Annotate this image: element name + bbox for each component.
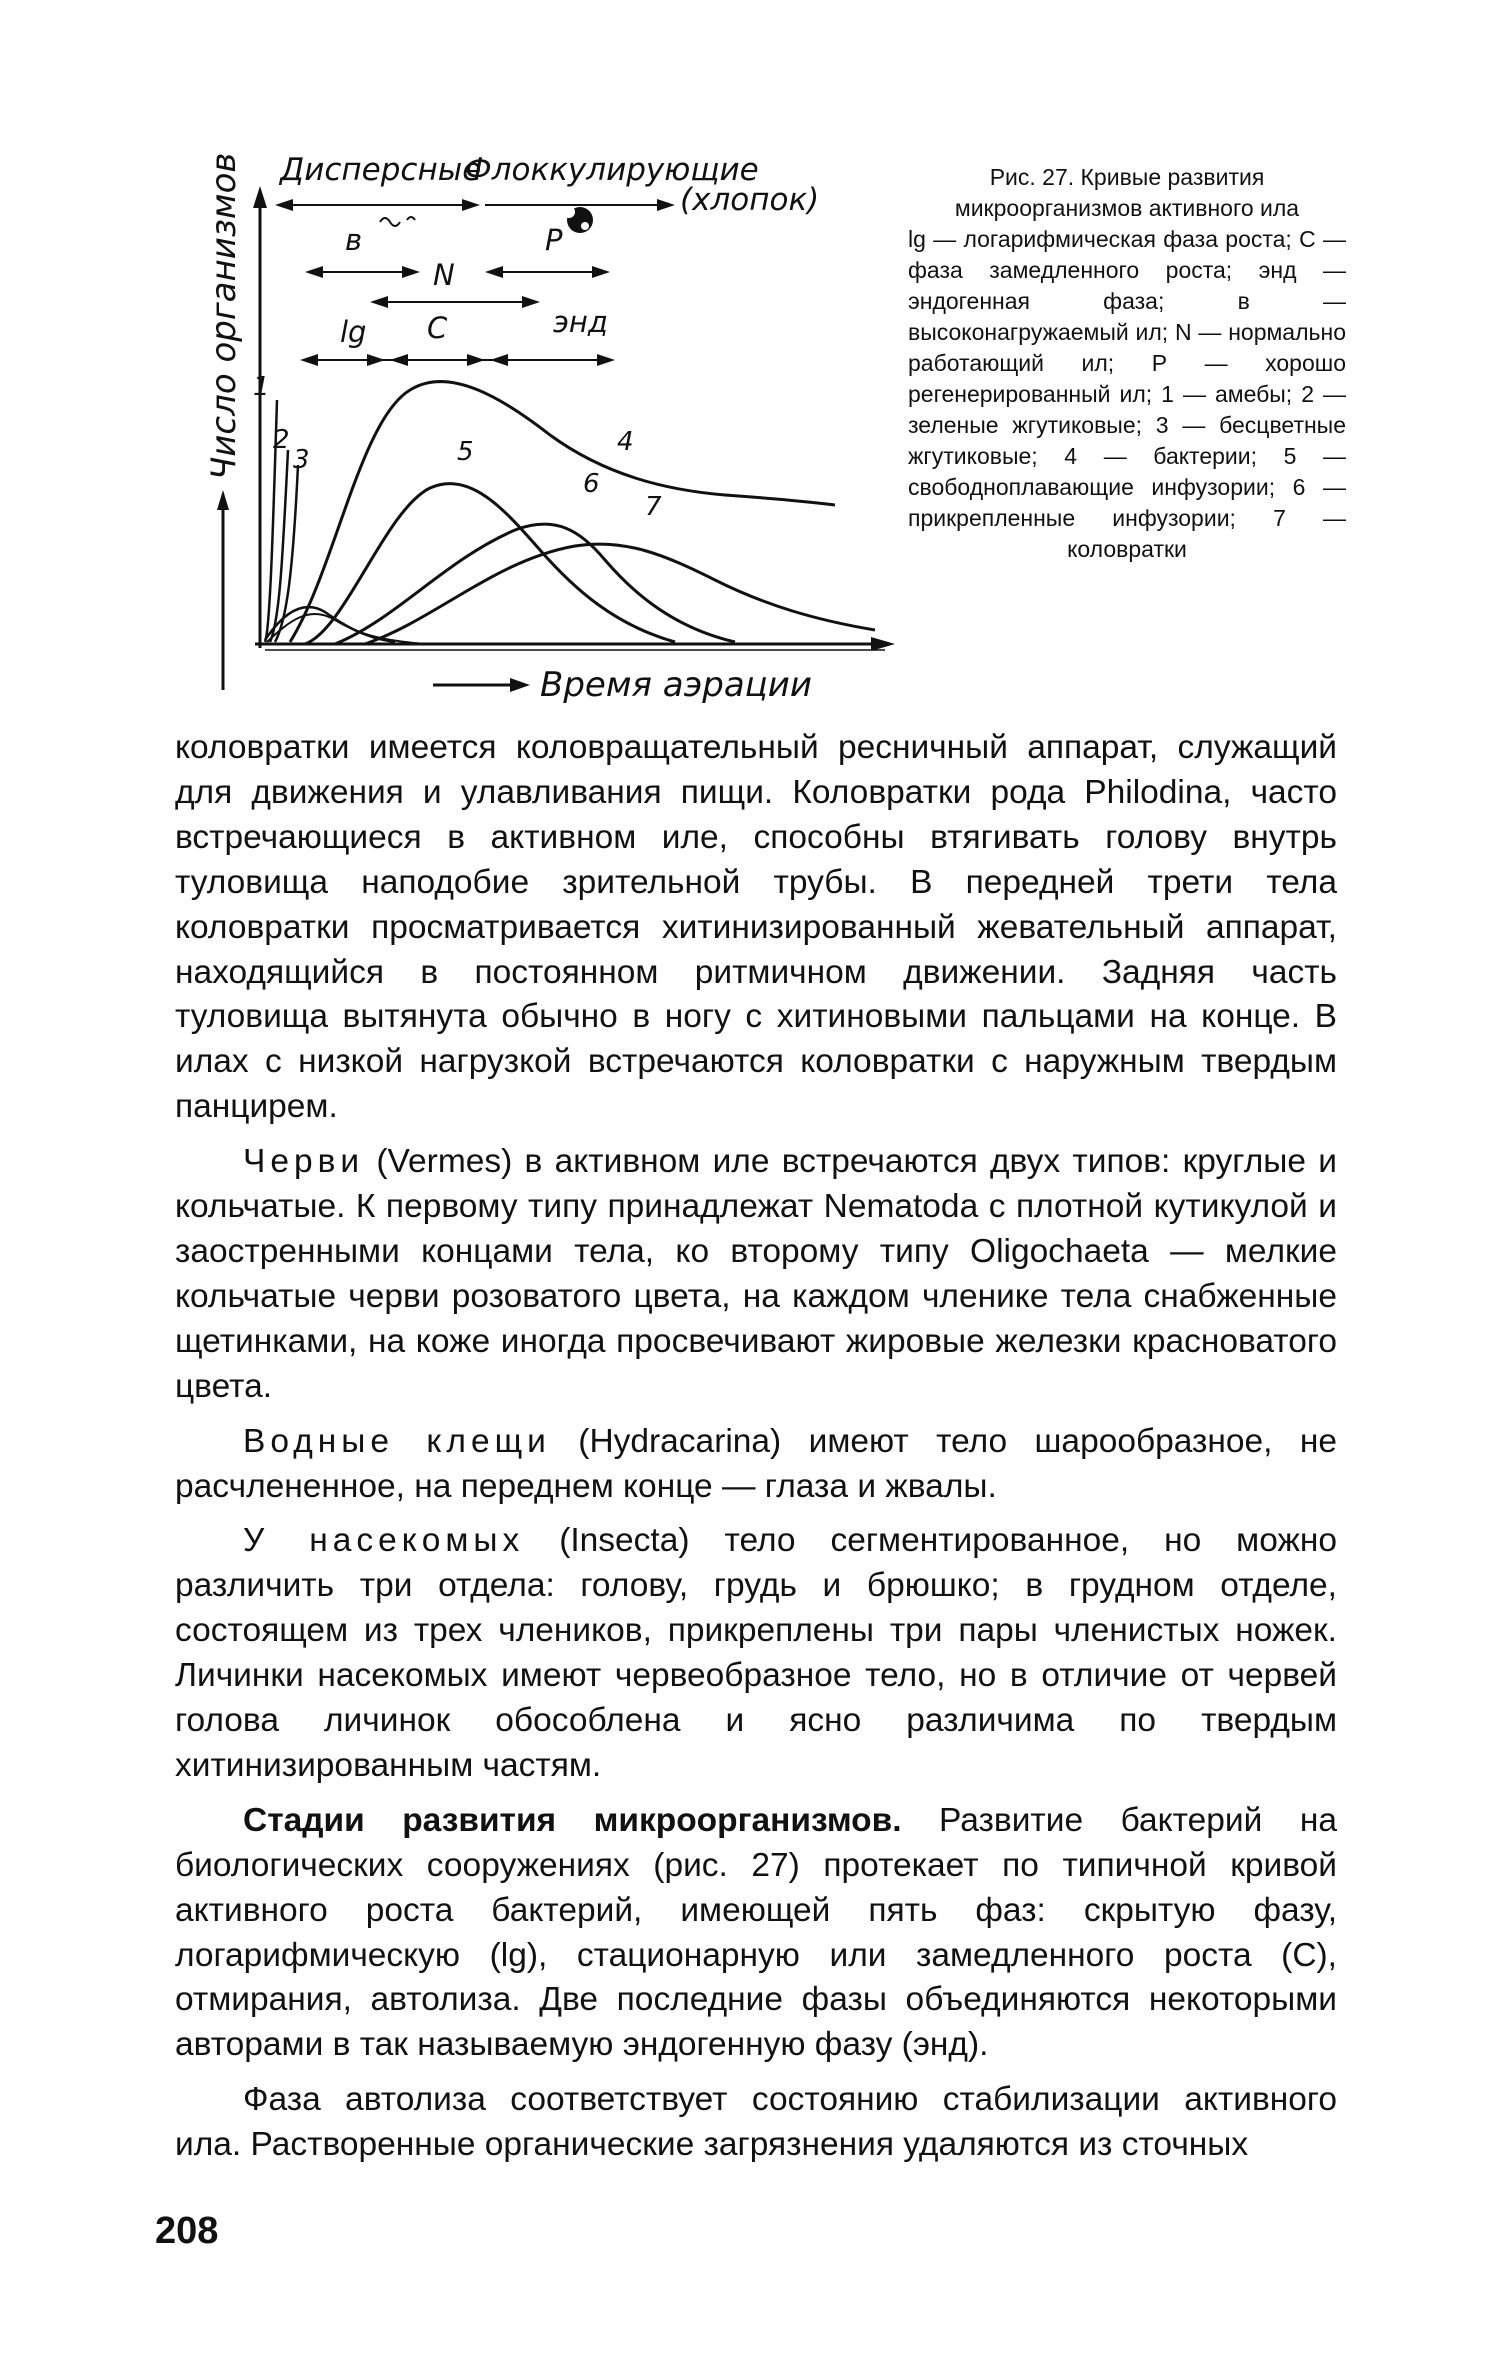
curve-label-3: 3 [293, 445, 310, 475]
paragraph-mites [175, 1420, 1337, 1510]
y-axis-arrow [253, 186, 267, 208]
body-text [175, 726, 1337, 2178]
label-regenerated: Р [545, 223, 563, 257]
floc-squiggle-icon [380, 217, 415, 226]
section-heading-stages: Стадии развития микроорганизмов. [243, 1801, 902, 1839]
curve-label-5: 5 [457, 437, 474, 467]
paragraph-mites-text: (Hydracarina) имеют тело шарообразное, не расчлененное, на переднем конце — глаза и жвалы. [175, 1422, 1337, 1505]
paragraph-rotifers: коловратки имеется коловращательный ресничный аппарат, служащий для движения и улавливания пищи. Коловратки рода Philodina, часто встречающиеся в активном иле, способны втягивать голову внутрь туловища наподобие зрительной трубы. В передней трети тела коловратки просматривается хитинизированный жевательный аппарат, находящийся в постоянном ритмичном движении. Задняя часть туловища вытянута обычно в ногу с хитиновыми пальцами на конце. В илах с низкой нагрузкой встречаются коловратки с наружным твердым панцирем. [175, 729, 1337, 1126]
x-axis-arrow [871, 637, 895, 651]
label-log-phase: lg [340, 315, 367, 349]
curve-label-7: 7 [645, 492, 662, 522]
curve-4-bacteria [290, 382, 835, 642]
curve-label-4: 4 [617, 427, 634, 457]
curve-label-2: 2 [273, 425, 290, 455]
y-axis-label: Число организмов [204, 152, 244, 480]
label-normal: N [433, 258, 455, 292]
term-worms: Черви [243, 1143, 365, 1181]
paragraph-stages [175, 1799, 1337, 2068]
label-high-load: в [345, 223, 363, 257]
curve-label-1: 1 [253, 372, 270, 402]
page-number: 208 [155, 2210, 219, 2252]
label-dispersed: Дисперсные [280, 152, 482, 188]
paragraph-stages-text: Развитие бактерий на биологических сооружениях (рис. 27) протекает по типичной кривой активного роста бактерий, имеющей пять фаз: скрытую фазу, логарифмическую (lg), стационарную или замедленного роста (С), отмирания, автолиза. Две последние фазы объединяются некоторыми авторами в так называемую эндогенную фазу (энд). [175, 1801, 1337, 2064]
paragraph-insects-text: (Insecta) тело сегментированное, но можно различить три отдела: голову, грудь и брюшко; в грудном отделе, состоящем из трех члеников, прикреплены три пары членистых ножек. Личинки насекомых имеют червеобразное тело, но в отличие от червей голова личинок обособлена и ясно различима по твердым хитинизированным частям. [175, 1522, 1338, 1784]
growth-curves-diagram [195, 150, 915, 720]
caption-title: Рис. 27. Кривые развития микроорганизмов активного ила [954, 164, 1300, 221]
label-flocculating: Флоккулирующие [465, 152, 759, 188]
label-slow-phase: С [427, 311, 448, 345]
caption-body: lg — логарифмическая фаза роста; С — фаза замедленного роста; энд — эндогенная фаза; в — высоконагружаемый ил; N — нормально работающий ил; Р — хорошо регенерированный ил; 1 — амебы; 2 — зеленые жгутиковые; 3 — бесцветные жгутиковые; 4 — бактерии; 5 — свободноплавающие инфузории; 6 — прикрепленные инфузории; 7 — коловратки [908, 226, 1346, 562]
label-cotton: (хлопок) [680, 182, 820, 218]
paragraph-worms [175, 1140, 1337, 1409]
curve-label-6: 6 [583, 469, 600, 499]
label-endogenous-phase: энд [553, 305, 608, 339]
floc-cluster-icon [563, 206, 593, 233]
curve-7-rotifers [365, 544, 875, 644]
term-mites: Водные клещи [243, 1422, 551, 1460]
term-insects: У насекомых [243, 1522, 525, 1560]
curve-5-free-ciliates [305, 484, 675, 644]
paragraph-autolysis: Фаза автолиза соответствует состоянию стабилизации активного ила. Растворенные органические загрязнения удаляются из сточных [175, 2081, 1337, 2164]
paragraph-insects [175, 1519, 1337, 1788]
figure-caption [908, 162, 1346, 565]
x-axis-label: Время аэрации [540, 665, 812, 705]
growth-curves-figure [195, 150, 915, 720]
paragraph-worms-text: (Vermes) в активном иле встречаются двух типов: круглые и кольчатые. К первому типу принадлежат Nematoda с плотной кутикулой и заостренными концами тела, ко второму типу Oligochaeta — мелкие кольчатые черви розоватого цвета, на каждом членике тела снабженные щетинками, на коже иногда просвечивают жировые железки красноватого цвета. [175, 1143, 1337, 1405]
